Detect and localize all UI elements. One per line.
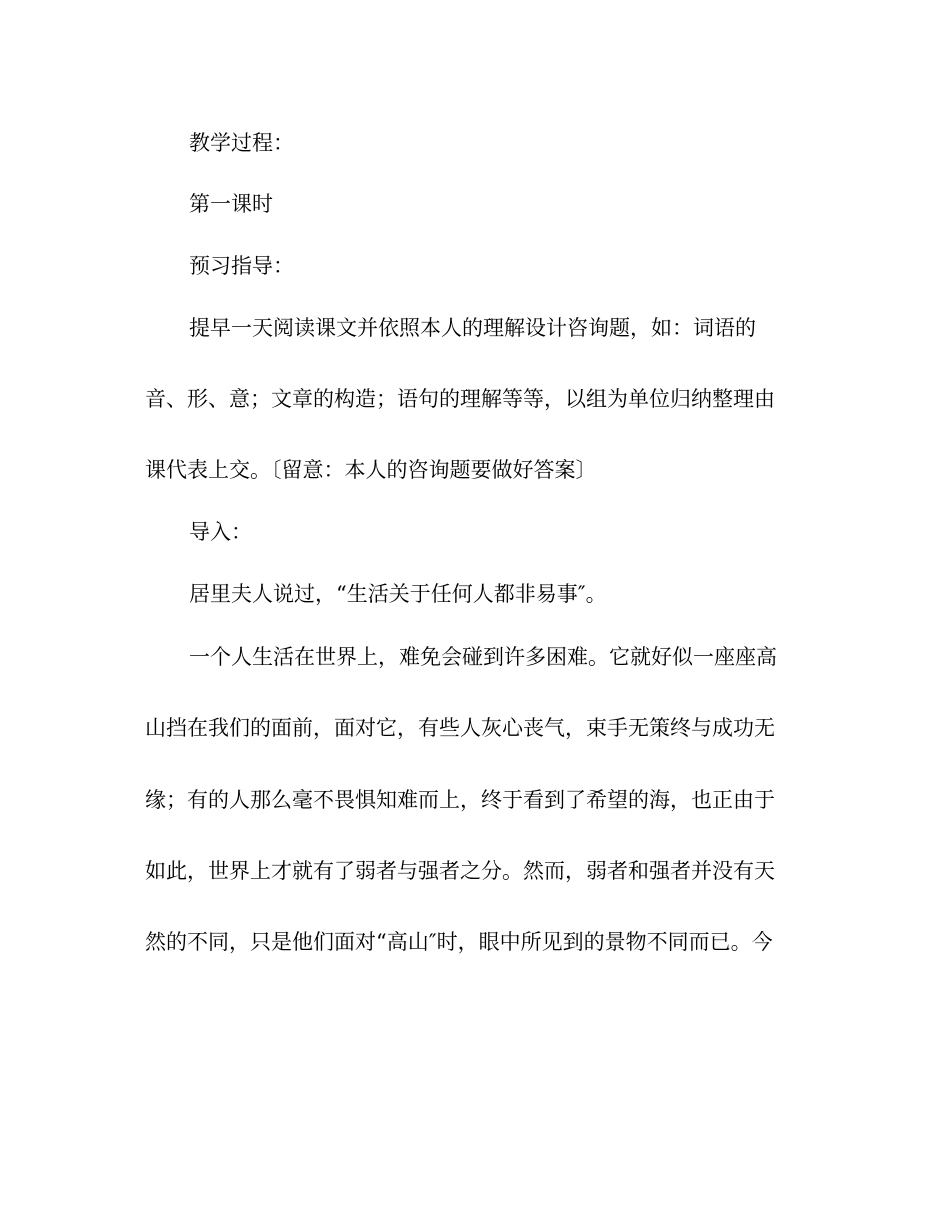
quote-line: 居里夫人说过，“生活关于任何人都非易事″。	[189, 582, 607, 606]
paragraph-line: 音、形、意；文章的构造；语句的理解等等，以组为单位归纳整理由	[145, 387, 775, 411]
heading-teaching-process: 教学过程：	[189, 131, 294, 155]
paragraph-line: 课代表上交。〔留意：本人的咨询题要做好答案〕	[145, 458, 597, 482]
paragraph-line: 然的不同，只是他们面对“高山″时，眼中所见到的景物不同而已。今	[145, 930, 773, 954]
paragraph-line: 如此，世界上才就有了弱者与强者之分。然而，弱者和强者并没有天	[145, 859, 775, 883]
paragraph-line: 提早一天阅读课文并依照本人的理解设计咨询题，如：词语的	[189, 316, 756, 340]
paragraph-line: 缘；有的人那么毫不畏惧知难而上，终于看到了希望的海，也正由于	[145, 788, 775, 812]
heading-preview-guide: 预习指导：	[189, 254, 294, 278]
paragraph-line: 山挡在我们的面前，面对它，有些人灰心丧气，束手无策终与成功无	[145, 716, 775, 740]
heading-introduction: 导入：	[189, 520, 252, 544]
heading-first-lesson: 第一课时	[189, 192, 273, 216]
paragraph-line: 一个人生活在世界上，难免会碰到许多困难。它就好似一座座高	[189, 645, 777, 669]
